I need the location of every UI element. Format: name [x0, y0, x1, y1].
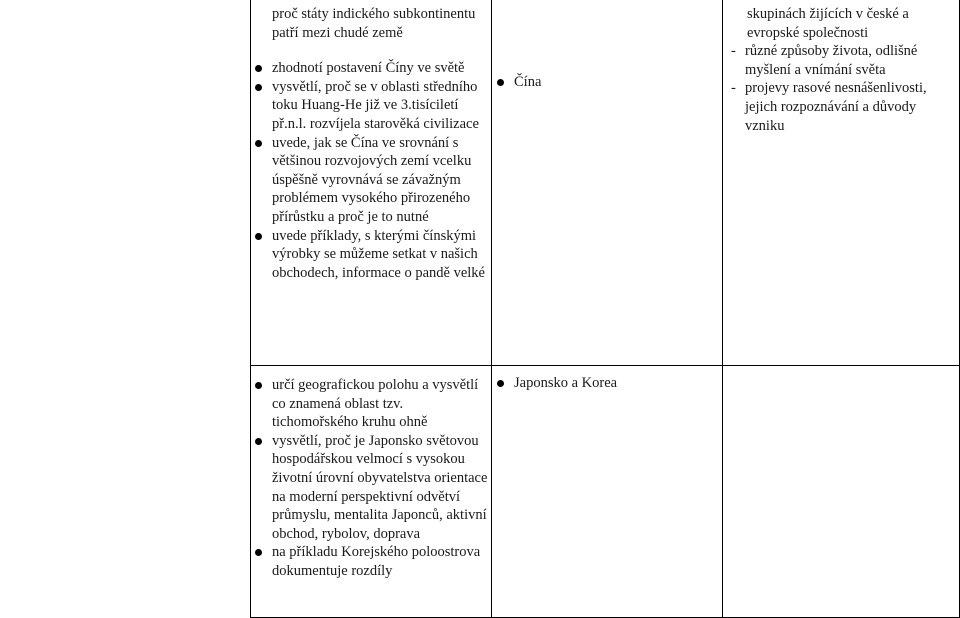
topic-list	[493, 73, 719, 92]
list-item: zhodnotí postavení Číny ve světě	[251, 59, 489, 78]
column-divider-2	[722, 0, 723, 618]
bullet-icon	[255, 140, 262, 147]
bullet-icon	[255, 438, 262, 445]
bullet-icon	[497, 380, 504, 387]
list-item: uvede příklady, s kterými čínskými výrobky se můžeme setkat v našich obchodech, informace o pandě velké	[251, 227, 489, 283]
list-item: - různé způsoby života, odlišné myšlení a vnímání světa	[731, 43, 918, 78]
bullet-icon	[497, 79, 504, 86]
bullet-icon	[255, 84, 262, 91]
list-item: - projevy rasové nesnášenlivosti, jejich rozpoznávání a důvody vzniku	[731, 80, 927, 134]
objectives-cell-row2	[251, 376, 489, 581]
column-divider-1	[491, 0, 492, 618]
notes-cell-row1	[731, 5, 957, 135]
row-divider	[250, 365, 960, 366]
objectives-list-china	[251, 59, 489, 282]
notes-dash-list	[731, 42, 957, 135]
list-item: vysvětlí, proč je Japonsko světovou hospodářskou velmocí s vysokou životní úrovní obyvatelstva orientace na moderní perspektivní odvětví průmyslu, mentalita Japonců, aktivní obchod, rybolov, doprava	[251, 432, 489, 544]
objectives-intro-text: proč státy indického subkontinentu patří mezi chudé země	[272, 6, 476, 41]
topic-list	[493, 374, 719, 393]
objectives-cell-row1	[251, 5, 489, 282]
bullet-icon	[255, 65, 262, 72]
list-item: uvede, jak se Čína ve srovnání s většinou rozvojových zemí vcelku úspěšně vyrovnává se závažným problémem vysokého přirozeného přírůstku a proč je to nutné	[251, 134, 489, 227]
topic-item-china: Čína	[493, 73, 719, 92]
bullet-icon	[255, 382, 262, 389]
bullet-icon	[255, 549, 262, 556]
list-item: vysvětlí, proč se v oblasti středního toku Huang-He již ve 3.tisíciletí př.n.l. rozvíjela starověká civilizace	[251, 78, 489, 134]
list-item: na příkladu Korejského poloostrova dokumentuje rozdíly	[251, 543, 489, 580]
notes-intro-text: skupinách žijících v české a evropské společnosti	[747, 6, 909, 41]
topic-item-japan-korea: Japonsko a Korea	[493, 374, 719, 393]
topic-cell-row2	[493, 374, 719, 393]
list-item: určí geografickou polohu a vysvětlí co znamená oblast tzv. tichomořského kruhu ohně	[251, 376, 489, 432]
topic-cell-row1	[493, 73, 719, 92]
bullet-icon	[255, 233, 262, 240]
objectives-list-japan-korea	[251, 376, 489, 581]
